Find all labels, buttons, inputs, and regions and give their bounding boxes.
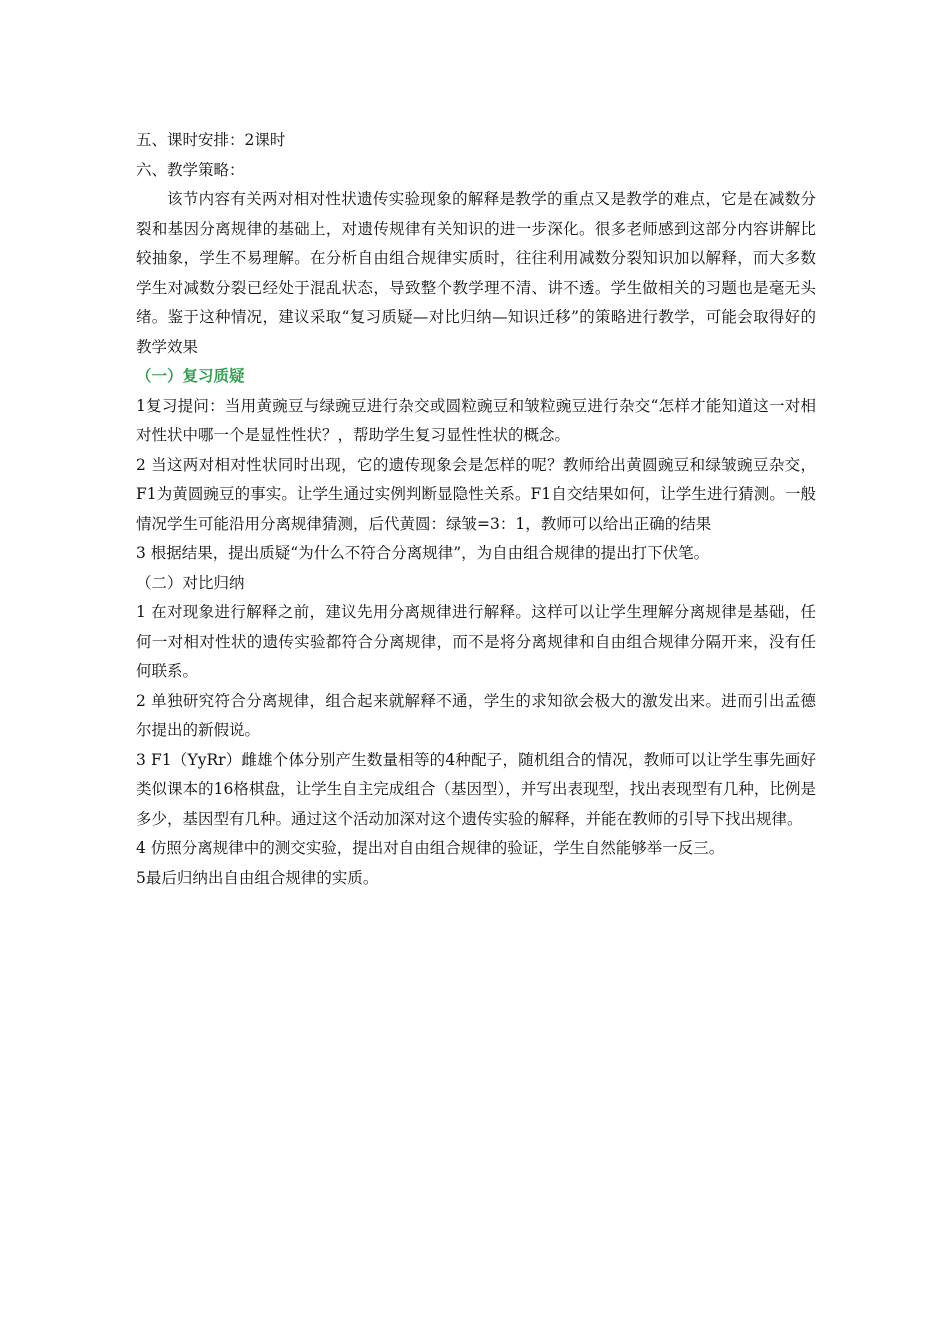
- compare-item-3: 3 F1（YyRr）雌雄个体分别产生数量相等的4种配子，随机组合的情况，教师可以让学生事先画好类似课本的16格棋盘，让学生自主完成组合（基因型），并写出表现型，找出表现型有几种，比例是多少，基因型有几种。通过这个活动加深对这个遗传实验的解释，并能在教师的引导下找出规律。: [136, 750, 816, 828]
- compare-item-2: 2 单独研究符合分离规律，组合起来就解释不通，学生的求知欲会极大的激发出来。进而引出孟德尔提出的新假说。: [136, 691, 816, 739]
- intro-paragraph: 该节内容有关两对相对性状遗传实验现象的解释是教学的重点又是教学的难点，它是在减数分裂和基因分离规律的基础上，对遗传规律有关知识的进一步深化。很多老师感到这部分内容讲解比较抽象，学生不易理解。在分析自由组合规律实质时，往往利用减数分裂知识加以解释，而大多数学生对减数分裂已经处于混乱状态，导致整个教学理不清、讲不透。学生做相关的习题也是毫无头绪。鉴于这种情况，建议采取“复习质疑—对比归纳—知识迁移”的策略进行教学，可能会取得好的教学效果: [136, 190, 816, 356]
- compare-item-4: 4 仿照分离规律中的测交实验，提出对自由组合规律的验证，学生自然能够举一反三。: [136, 839, 725, 857]
- section-review-heading: （一）复习质疑: [136, 367, 245, 385]
- document-body: [136, 126, 816, 893]
- section-compare-heading: （二）对比归纳: [136, 573, 245, 592]
- compare-item-5: 5最后归纳出自由组合规律的实质。: [136, 868, 379, 887]
- review-item-2: 2 当这两对相对性状同时出现，它的遗传现象会是怎样的呢？教师给出黄圆豌豆和绿皱豌豆杂交，F1为黄圆豌豆的事实。让学生通过实例判断显隐性关系。F1自交结果如何，让学生进行猜测。一般情况学生可能沿用分离规律猜测，后代黄圆：绿皱=3：1，教师可以给出正确的结果: [136, 455, 816, 533]
- review-item-1: 1复习提问：当用黄豌豆与绿豌豆进行杂交或圆粒豌豆和皱粒豌豆进行杂交“怎样才能知道这一对相对性状中哪一个是显性性状？，帮助学生复习显性性状的概念。: [136, 396, 816, 444]
- review-item-3: 3 根据结果，提出质疑“为什么不符合分离规律”，为自由组合规律的提出打下伏笔。: [136, 544, 710, 562]
- compare-item-1: 1 在对现象进行解释之前，建议先用分离规律进行解释。这样可以让学生理解分离规律是基础，任何一对相对性状的遗传实验都符合分离规律，而不是将分离规律和自由组合规律分隔开来，没有任何联系。: [136, 603, 816, 680]
- class-hours-line: 五、课时安排：2课时: [136, 131, 286, 149]
- teaching-strategy-heading: 六、教学策略：: [136, 160, 245, 179]
